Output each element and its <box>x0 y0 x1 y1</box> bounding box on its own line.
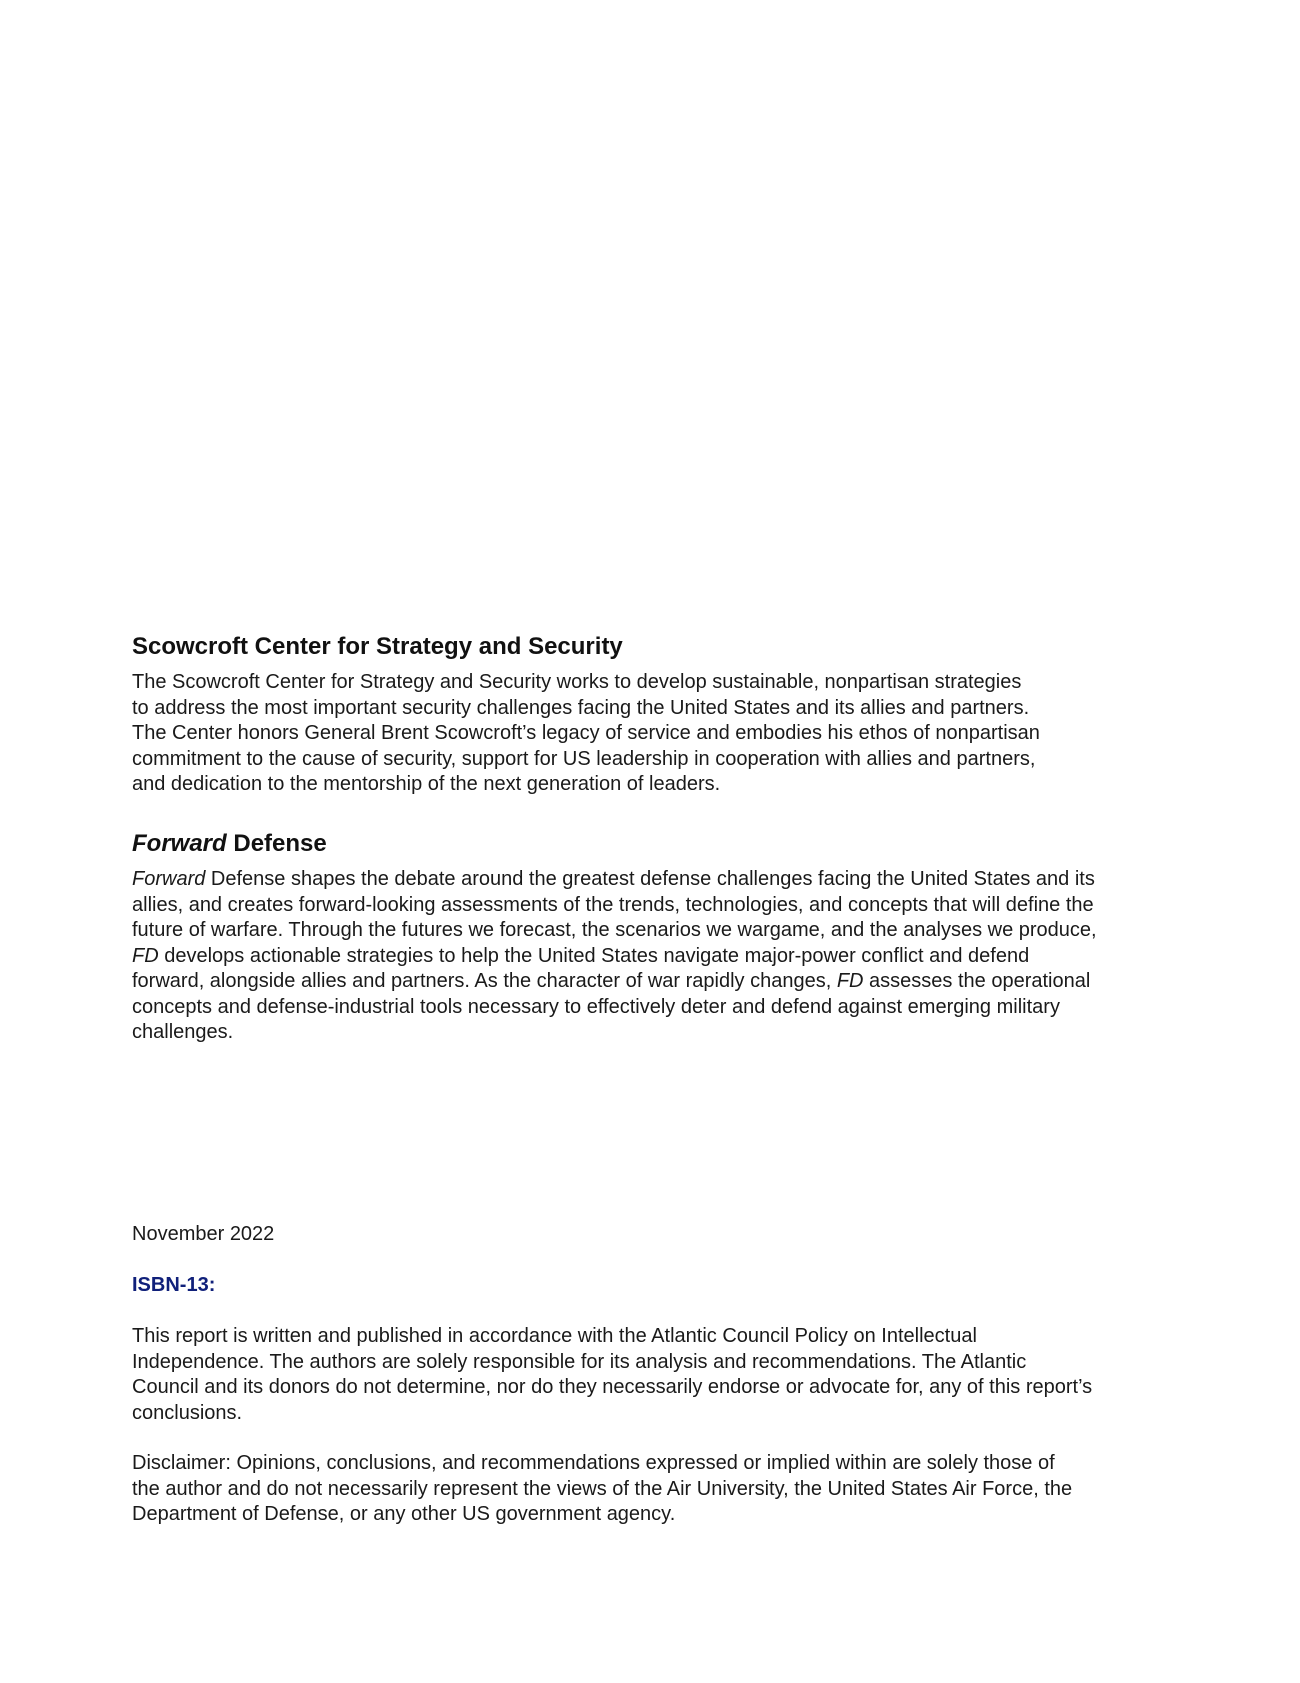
scowcroft-line-5: and dedication to the mentorship of the next generation of leaders. <box>132 773 721 795</box>
disclaimer-statement <box>132 1451 1172 1528</box>
fd-line-6: concepts and defense-industrial tools necessary to effectively deter and defend against emerging military <box>132 995 1060 1018</box>
disclaimer-line-3: Department of Defense, or any other US government agency. <box>132 1503 676 1525</box>
fd-line-4-rest: develops actionable strategies to help the United States navigate major-power conflict and defend <box>158 944 1030 967</box>
fd-line-4 <box>132 944 1172 970</box>
independence-line-2: Independence. The authors are solely responsible for its analysis and recommendations. The Atlantic <box>132 1350 1027 1373</box>
fd-line-5-pre: forward, alongside allies and partners. As the character of war rapidly changes, <box>132 970 837 992</box>
fd-line-3: future of warfare. Through the futures we forecast, the scenarios we wargame, and the analyses we produce, <box>132 919 1097 941</box>
independence-line-4: conclusions. <box>132 1401 243 1424</box>
fd-line-1 <box>132 867 1172 893</box>
isbn-label: ISBN-13: <box>132 1274 216 1296</box>
forward-defense-description <box>132 867 1172 1046</box>
disclaimer-line-2: the author and do not necessarily represent the views of the Air University, the United States Air Force, the <box>132 1477 1073 1500</box>
publication-date: November 2022 <box>132 1223 275 1245</box>
scowcroft-center-description <box>132 670 1172 798</box>
scowcroft-line-4: commitment to the cause of security, support for US leadership in cooperation with allies and partners, <box>132 747 1036 770</box>
scowcroft-line-2: to address the most important security challenges facing the United States and its allies and partners. <box>132 696 1030 719</box>
fd-line-2: allies, and creates forward-looking assessments of the trends, technologies, and concepts that will define the <box>132 893 1094 916</box>
fd-line-5-italic: FD <box>836 970 864 992</box>
fd-line-7: challenges. <box>132 1021 234 1043</box>
forward-defense-title-italic: Forward <box>132 830 227 857</box>
forward-defense-section <box>132 829 1172 1046</box>
forward-defense-title <box>132 829 1172 859</box>
disclaimer-line-1: Disclaimer: Opinions, conclusions, and recommendations expressed or implied within are solely those of <box>132 1452 1055 1474</box>
scowcroft-center-section <box>132 632 1172 798</box>
independence-line-3: Council and its donors do not determine, nor do they necessarily endorse or advocate for, any of this report’s <box>132 1376 1093 1398</box>
scowcroft-center-title: Scowcroft Center for Strategy and Security <box>132 633 623 660</box>
fd-line-4-italic: FD <box>132 944 159 967</box>
scowcroft-line-3: The Center honors General Brent Scowcroft’s legacy of service and embodies his ethos of nonpartisan <box>132 722 1040 744</box>
scowcroft-line-1: The Scowcroft Center for Strategy and Security works to develop sustainable, nonpartisan strategies <box>132 671 1022 693</box>
fd-line-1-rest: Defense shapes the debate around the greatest defense challenges facing the United States and its <box>205 868 1095 890</box>
fd-line-1-italic: Forward <box>132 868 206 890</box>
fd-line-5 <box>132 969 1172 995</box>
intellectual-independence-statement <box>132 1324 1172 1426</box>
forward-defense-title-rest: Defense <box>226 830 327 857</box>
fd-line-5-rest: assesses the operational <box>863 970 1091 992</box>
independence-line-1: This report is written and published in accordance with the Atlantic Council Policy on Intellectual <box>132 1325 977 1347</box>
